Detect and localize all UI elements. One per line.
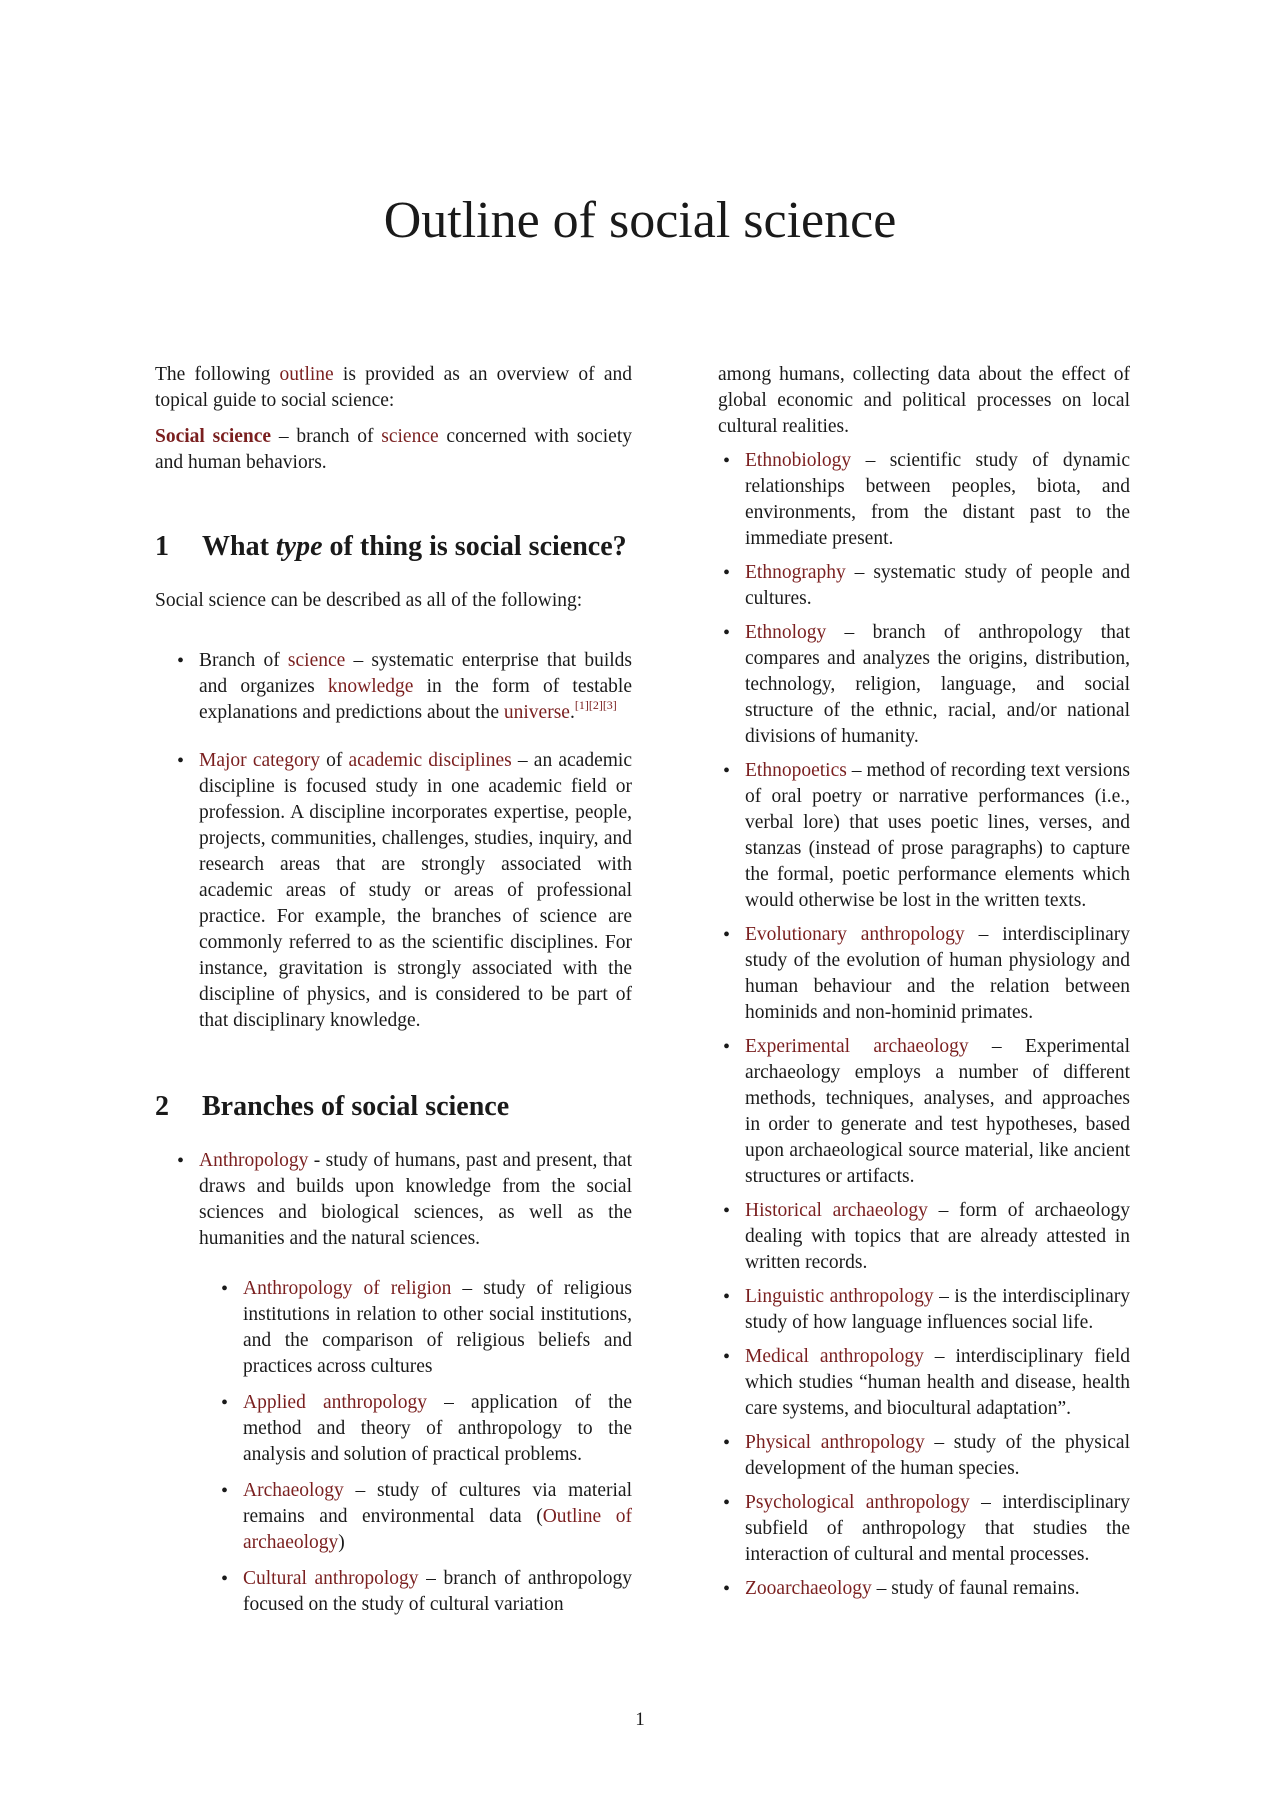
branch-link[interactable]: Evolutionary anthropology: [745, 924, 965, 945]
page-number: 1: [635, 1709, 645, 1730]
branch-link[interactable]: Applied anthropology: [243, 1392, 427, 1413]
list-item: • Major category of academic disciplines – an academic discipline is focused study in one academic field or profession. A discipline incorporates expertise, people, projects, communities, challenges, studies, inquiry, and research areas that are strongly associated with academic areas of study or areas of professional practice. For example, the branches of science are commonly referred to as the scientific disciplines. For instance, gravitation is strongly associated with the discipline of physics, and is considered to be part of that disciplinary knowledge.: [199, 748, 632, 1034]
list-item: • Ethnography – systematic study of people and cultures.: [745, 560, 1130, 612]
branch-link[interactable]: Linguistic anthropology: [745, 1286, 934, 1307]
list-item: • Experimental archaeology – Experimental archaeology employs a number of different methods, techniques, analyses, and approaches in order to generate and test hypotheses, based upon archaeological source material, like ancient structures or artifacts.: [745, 1034, 1130, 1190]
list-item: • Anthropology - study of humans, past and present, that draws and builds upon knowledge from the social sciences and biological sciences, as well as the humanities and the natural sciences. • Anthropology of religion – study of religious institutions in relation to other social institutions, and the comparison of religious beliefs and practices across cultures • Applied anthropology – application of the method and theory of anthropology to the analysis and solution of practical problems. • Archaeology – study of cultures via material remains and environmental data (Outline of archaeology) • Cultural anthropology – branch of anthropology focused on the study of cultural variation: [199, 1148, 632, 1618]
outline-link[interactable]: outline: [279, 364, 334, 385]
branch-link[interactable]: Archaeology: [243, 1480, 344, 1501]
list-item: • Evolutionary anthropology – interdisciplinary study of the evolution of human physiology and human behaviour and the relation between hominids and non-hominid primates.: [745, 922, 1130, 1026]
intro-paragraph: The following outline is provided as an overview of and topical guide to social science:: [155, 364, 632, 411]
branch-link[interactable]: Historical archaeology: [745, 1200, 928, 1221]
science-link[interactable]: science: [287, 650, 346, 671]
continuation-text: among humans, collecting data about the effect of global economic and political processes on local cultural realities.: [718, 364, 1130, 437]
list-item: • Historical archaeology – form of archaeology dealing with topics that are already attested in written records.: [745, 1198, 1130, 1276]
branch-link[interactable]: Cultural anthropology: [243, 1568, 419, 1589]
section-2-heading: 2 Branches of social science: [155, 1091, 510, 1122]
section-1-lead: Social science can be described as all of the following:: [155, 590, 583, 611]
section-1-heading: 1 What type of thing is social science?: [155, 531, 627, 562]
social-science-link[interactable]: Social science: [155, 426, 272, 447]
list-item: • Ethnopoetics – method of recording text versions of oral poetry or narrative performances (i.e., verbal lore) that uses poetic lines, verses, and stanzas (instead of prose paragraphs) to capture the formal, poetic performance elements which would otherwise be lost in the written texts.: [745, 758, 1130, 914]
universe-link[interactable]: universe: [503, 702, 570, 723]
branch-link[interactable]: Zooarchaeology: [745, 1578, 872, 1599]
list-item: • Cultural anthropology – branch of anthropology focused on the study of cultural variation: [243, 1566, 632, 1618]
type-list: [155, 648, 632, 1034]
list-item: • Anthropology of religion – study of religious institutions in relation to other social institutions, and the comparison of religious beliefs and practices across cultures: [243, 1276, 632, 1380]
list-item: • Zooarchaeology – study of faunal remains.: [745, 1576, 1130, 1602]
list-item: • Medical anthropology – interdisciplinary field which studies “human health and disease, health care systems, and biocultural adaptation”.: [745, 1344, 1130, 1422]
list-item: • Branch of science – systematic enterprise that builds and organizes knowledge in the form of testable explanations and predictions about the universe.[1][2][3]: [199, 648, 632, 726]
anthropology-link[interactable]: Anthropology: [199, 1150, 309, 1171]
major-category-link[interactable]: Major category: [199, 750, 320, 771]
right-column: [718, 362, 1130, 1610]
knowledge-link[interactable]: knowledge: [327, 676, 414, 697]
citation-refs[interactable]: [1][2][3]: [574, 697, 617, 712]
list-item: • Applied anthropology – application of the method and theory of anthropology to the analysis and solution of practical problems.: [243, 1390, 632, 1468]
branch-link[interactable]: Ethnography: [745, 562, 846, 583]
branches-list: [155, 1148, 632, 1618]
anthropology-sublist: [199, 1276, 632, 1618]
branch-link[interactable]: Anthropology of religion: [243, 1278, 452, 1299]
branch-link[interactable]: Psychological anthropology: [745, 1492, 970, 1513]
branch-link[interactable]: Ethnobiology: [745, 450, 852, 471]
list-item: • Physical anthropology – study of the physical development of the human species.: [745, 1430, 1130, 1482]
science-link[interactable]: science: [381, 426, 439, 447]
list-item: • Archaeology – study of cultures via material remains and environmental data (Outline of archaeology): [243, 1478, 632, 1556]
branch-link[interactable]: Ethnology: [745, 622, 827, 643]
branch-link[interactable]: Ethnopoetics: [745, 760, 847, 781]
academic-disciplines-link[interactable]: academic disciplines: [348, 750, 512, 771]
list-item: • Psychological anthropology – interdisciplinary subfield of anthropology that studies the interaction of cultural and mental processes.: [745, 1490, 1130, 1568]
anthropology-sublist-continued: [718, 448, 1130, 1602]
definition-paragraph: Social science – branch of science concerned with society and human behaviors.: [155, 426, 633, 473]
list-item: • Linguistic anthropology – is the interdisciplinary study of how language influences social life.: [745, 1284, 1130, 1336]
outline-of-archaeology-link[interactable]: Outline of archaeology: [243, 1506, 633, 1553]
list-item: • Ethnobiology – scientific study of dynamic relationships between peoples, biota, and environments, from the distant past to the immediate present.: [745, 448, 1130, 552]
list-item: • Ethnology – branch of anthropology that compares and analyzes the origins, distribution, technology, religion, language, and social structure of the ethnic, racial, and/or national divisions of humanity.: [745, 620, 1130, 750]
branch-link[interactable]: Medical anthropology: [745, 1346, 924, 1367]
branch-link[interactable]: Physical anthropology: [745, 1432, 925, 1453]
page-title: Outline of social science: [383, 192, 897, 249]
left-column: [155, 362, 632, 1618]
branch-link[interactable]: Experimental archaeology: [745, 1036, 969, 1057]
